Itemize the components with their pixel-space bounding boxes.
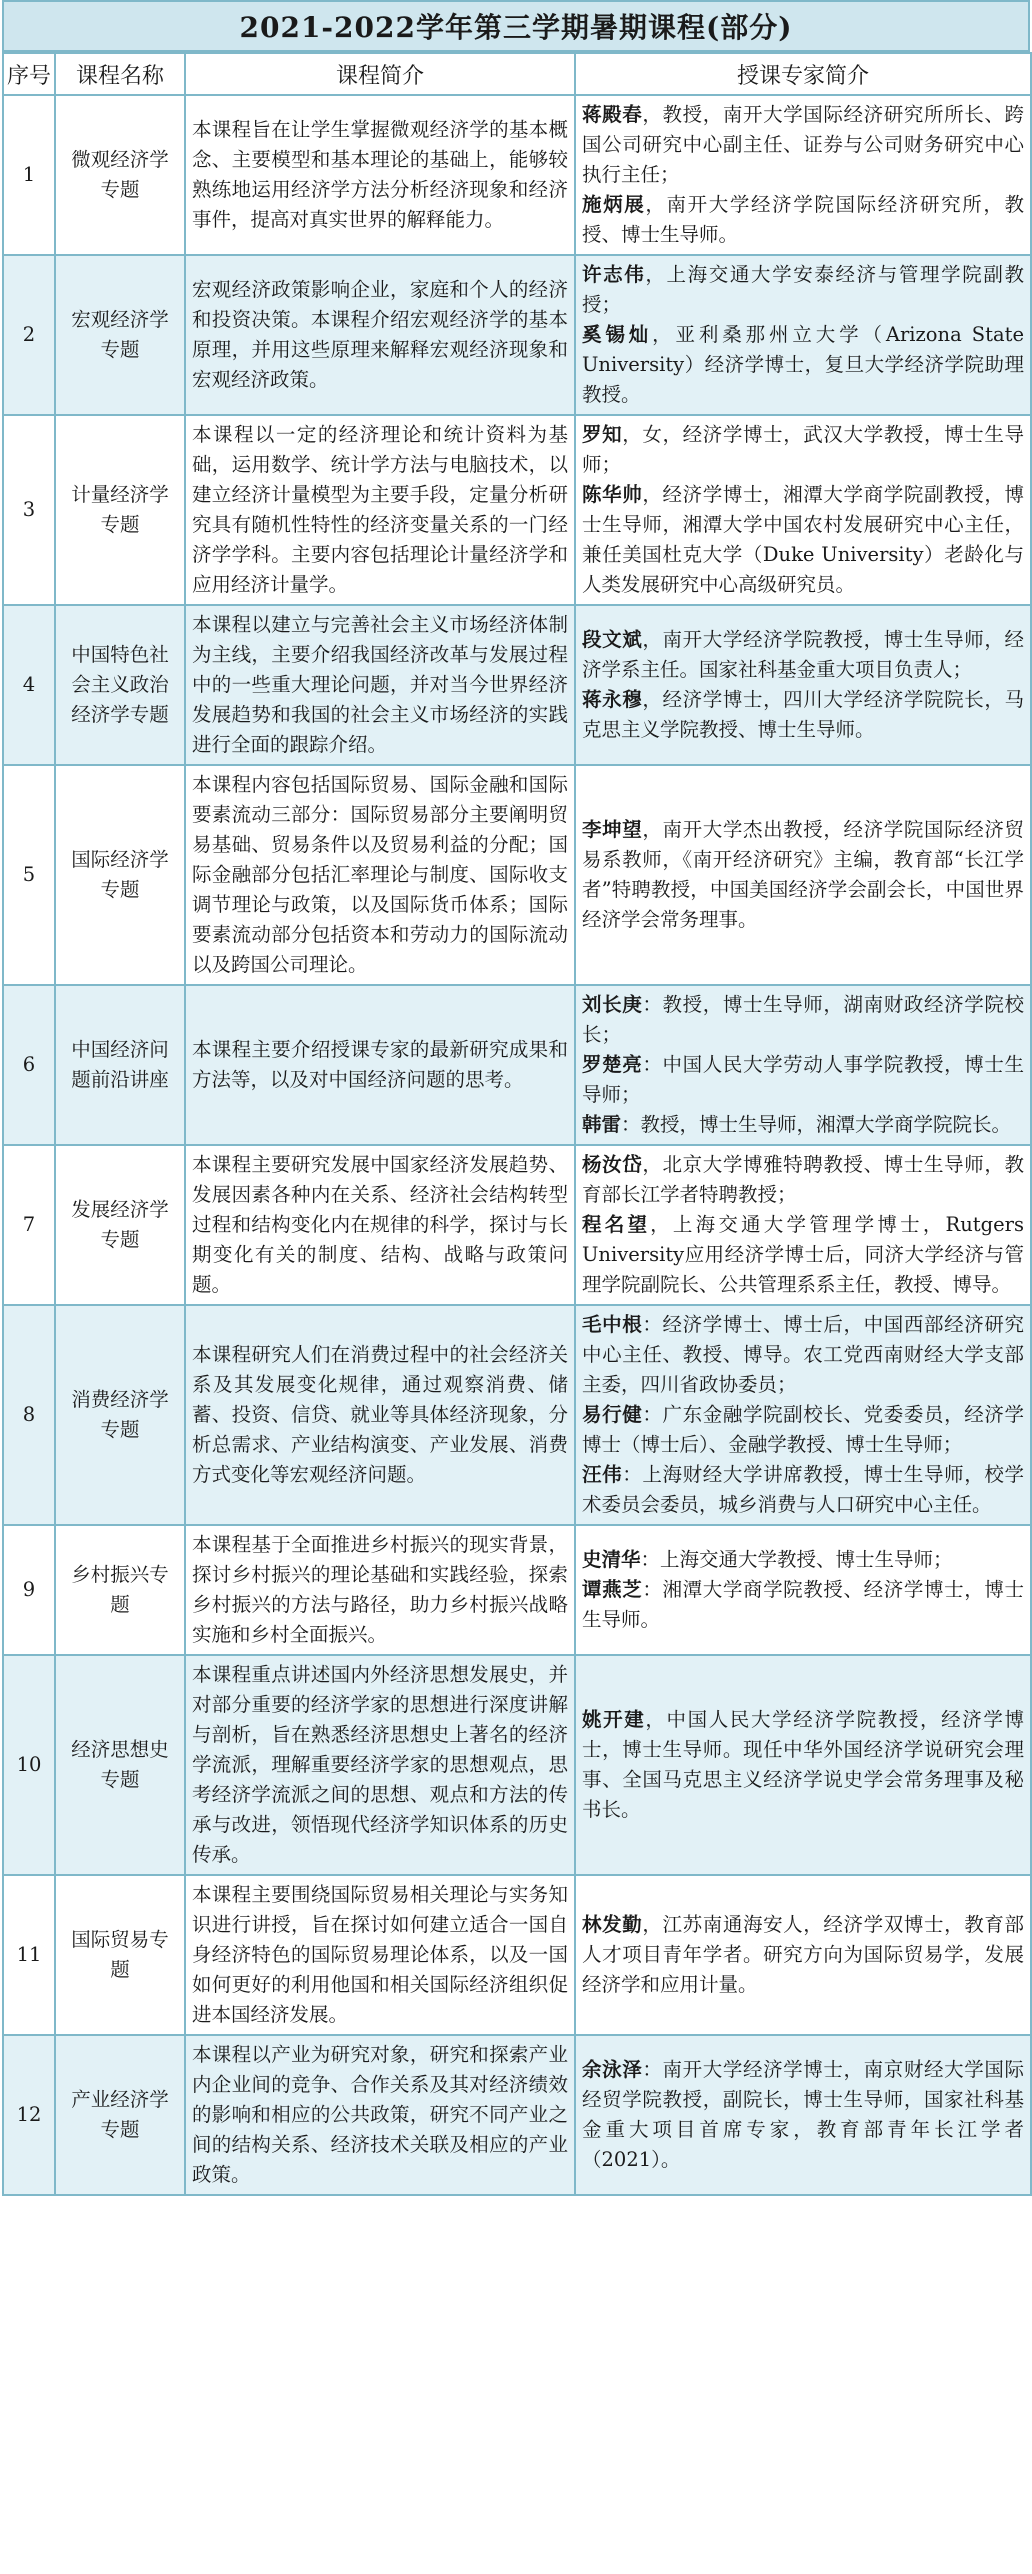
course-name: 乡村振兴专题: [55, 1525, 185, 1655]
expert-bio: ：经济学博士、博士后，中国西部经济研究中心主任、教授、博导。农工党西南财经大学支部主委，四川省政协委员；: [582, 1313, 1024, 1396]
course-name: 发展经济学专题: [55, 1145, 185, 1305]
expert-info: [575, 95, 1031, 255]
expert-name: 刘长庚: [582, 993, 643, 1016]
expert-bio: ，经济学博士，湘潭大学商学院副教授，博士生导师，湘潭大学中国农村发展研究中心主任，兼任美国杜克大学（Duke University）老龄化与人类发展研究中心高级研究员。: [582, 483, 1024, 596]
course-description: 本课程以一定的经济理论和统计资料为基础，运用数学、统计学方法与电脑技术，以建立经济计量模型为主要手段，定量分析研究具有随机性特性的经济变量关系的一门经济学学科。主要内容包括理论计量经济学和应用经济计量学。: [185, 415, 575, 605]
expert-bio: ，女，经济学博士，武汉大学教授，博士生导师；: [582, 423, 1024, 476]
expert-bio: ：湘潭大学商学院教授、经济学博士，博士生导师。: [582, 1578, 1024, 1631]
expert-name: 李坤望: [582, 818, 643, 841]
expert-bio: ，上海交通大学管理学博士，Rutgers University应用经济学博士后，同济大学经济与管理学院副院长、公共管理系系主任，教授、博导。: [582, 1213, 1024, 1296]
expert-name: 蒋永穆: [582, 688, 643, 711]
header-course-intro: 课程简介: [185, 53, 575, 95]
expert-info: [575, 765, 1031, 985]
course-name: 微观经济学专题: [55, 95, 185, 255]
header-course-name: 课程名称: [55, 53, 185, 95]
page-title: 2021-2022学年第三学期暑期课程(部分): [2, 0, 1030, 52]
expert-bio: ，经济学博士，四川大学经济学院院长，马克思主义学院教授、博士生导师。: [582, 688, 1024, 741]
expert-name: 蒋殿春: [582, 103, 643, 126]
table-header-row: [3, 53, 1031, 95]
expert-bio: ：南开大学经济学博士，南京财经大学国际经贸学院教授，副院长，博士生导师，国家社科基金重大项目首席专家，教育部青年长江学者（2021）。: [582, 2058, 1024, 2171]
expert-name: 程名望: [582, 1213, 651, 1236]
expert-info: [575, 985, 1031, 1145]
expert-name: 谭燕芝: [582, 1578, 643, 1601]
table-row: [3, 255, 1031, 415]
expert-bio: ，南开大学杰出教授，经济学院国际经济贸易系教师，《南开经济研究》主编，教育部“长江学者”特聘教授，中国美国经济学会副会长，中国世界经济学会常务理事。: [582, 818, 1024, 931]
expert-info: [575, 2035, 1031, 2195]
expert-name: 汪伟: [582, 1463, 623, 1486]
course-name: 中国经济问题前沿讲座: [55, 985, 185, 1145]
expert-bio: ，南开大学经济学院教授，博士生导师，经济学系主任。国家社科基金重大项目负责人；: [582, 628, 1024, 681]
expert-info: [575, 1305, 1031, 1525]
table-row: [3, 765, 1031, 985]
table-row: [3, 1305, 1031, 1525]
expert-bio: ：上海财经大学讲席教授，博士生导师，校学术委员会委员，城乡消费与人口研究中心主任。: [582, 1463, 1024, 1516]
expert-info: [575, 605, 1031, 765]
course-description: 本课程重点讲述国内外经济思想发展史，并对部分重要的经济学家的思想进行深度讲解与剖析，旨在熟悉经济思想史上著名的经济学流派，理解重要经济学家的思想观点，思考经济学流派之间的思想、观点和方法的传承与改进，领悟现代经济学知识体系的历史传承。: [185, 1655, 575, 1875]
course-number: 9: [3, 1525, 55, 1655]
course-number: 1: [3, 95, 55, 255]
course-name: 中国特色社会主义政治经济学专题: [55, 605, 185, 765]
expert-name: 姚开建: [582, 1708, 646, 1731]
expert-info: [575, 1145, 1031, 1305]
course-name: 消费经济学专题: [55, 1305, 185, 1525]
expert-info: [575, 415, 1031, 605]
course-number: 8: [3, 1305, 55, 1525]
table-row: [3, 605, 1031, 765]
course-number: 11: [3, 1875, 55, 2035]
expert-name: 易行健: [582, 1403, 643, 1426]
course-number: 3: [3, 415, 55, 605]
course-description: 本课程内容包括国际贸易、国际金融和国际要素流动三部分：国际贸易部分主要阐明贸易基础、贸易条件以及贸易利益的分配；国际金融部分包括汇率理论与制度、国际收支调节理论与政策，以及国际货币体系；国际要素流动部分包括资本和劳动力的国际流动以及跨国公司理论。: [185, 765, 575, 985]
expert-bio: ，南开大学经济学院国际经济研究所，教授、博士生导师。: [582, 193, 1024, 246]
expert-name: 罗楚亮: [582, 1053, 643, 1076]
course-number: 10: [3, 1655, 55, 1875]
expert-name: 韩雷: [582, 1113, 622, 1136]
table-row: [3, 1145, 1031, 1305]
course-number: 2: [3, 255, 55, 415]
course-table-body: [3, 95, 1031, 2195]
expert-bio: ：教授，博士生导师，湖南财政经济学院校长；: [582, 993, 1024, 1046]
expert-info: [575, 1655, 1031, 1875]
course-number: 12: [3, 2035, 55, 2195]
course-description: 本课程旨在让学生掌握微观经济学的基本概念、主要模型和基本理论的基础上，能够较熟练地运用经济学方法分析经济现象和经济事件，提高对真实世界的解释能力。: [185, 95, 575, 255]
table-row: [3, 1875, 1031, 2035]
expert-bio: ：教授，博士生导师，湘潭大学商学院院长。: [621, 1113, 1012, 1136]
table-row: [3, 1655, 1031, 1875]
expert-name: 施炳展: [582, 193, 646, 216]
expert-name: 陈华帅: [582, 483, 643, 506]
expert-bio: ：中国人民大学劳动人事学院教授，博士生导师；: [582, 1053, 1024, 1106]
course-description: 本课程主要介绍授课专家的最新研究成果和方法等，以及对中国经济问题的思考。: [185, 985, 575, 1145]
expert-bio: ，江苏南通海安人，经济学双博士，教育部人才项目青年学者。研究方向为国际贸易学，发展经济学和应用计量。: [582, 1913, 1024, 1996]
expert-bio: ：广东金融学院副校长、党委委员，经济学博士（博士后）、金融学教授、博士生导师；: [582, 1403, 1024, 1456]
table-row: [3, 415, 1031, 605]
course-number: 5: [3, 765, 55, 985]
course-number: 4: [3, 605, 55, 765]
course-name: 产业经济学专题: [55, 2035, 185, 2195]
course-name: 国际经济学专题: [55, 765, 185, 985]
expert-info: [575, 1875, 1031, 2035]
expert-name: 林发勤: [582, 1913, 643, 1936]
expert-bio: ，中国人民大学经济学院教授，经济学博士，博士生导师。现任中华外国经济学说研究会理事、全国马克思主义经济学说史学会常务理事及秘书长。: [582, 1708, 1024, 1821]
course-description: 宏观经济政策影响企业，家庭和个人的经济和投资决策。本课程介绍宏观经济学的基本原理，并用这些原理来解释宏观经济现象和宏观经济政策。: [185, 255, 575, 415]
expert-name: 毛中根: [582, 1313, 643, 1336]
course-description: 本课程主要研究发展中国家经济发展趋势、发展因素各种内在关系、经济社会结构转型过程和结构变化内在规律的科学，探讨与长期变化有关的制度、结构、战略与政策问题。: [185, 1145, 575, 1305]
course-name: 宏观经济学专题: [55, 255, 185, 415]
table-row: [3, 2035, 1031, 2195]
course-description: 本课程基于全面推进乡村振兴的现实背景，探讨乡村振兴的理论基础和实践经验，探索乡村振兴的方法与路径，助力乡村振兴战略实施和乡村全面振兴。: [185, 1525, 575, 1655]
expert-name: 史清华: [582, 1548, 641, 1571]
expert-info: [575, 1525, 1031, 1655]
course-name: 经济思想史专题: [55, 1655, 185, 1875]
header-number: 序号: [3, 53, 55, 95]
header-expert-intro: 授课专家简介: [575, 53, 1031, 95]
expert-name: 罗知: [582, 423, 623, 446]
expert-name: 奚锡灿: [582, 323, 653, 346]
expert-info: [575, 255, 1031, 415]
table-row: [3, 1525, 1031, 1655]
course-description: 本课程主要围绕国际贸易相关理论与实务知识进行讲授，旨在探讨如何建立适合一国自身经济特色的国际贸易理论体系，以及一国如何更好的利用他国和相关国际经济组织促进本国经济发展。: [185, 1875, 575, 2035]
table-row: [3, 95, 1031, 255]
expert-bio: ，亚利桑那州立大学（Arizona State University）经济学博士，复旦大学经济学院助理教授。: [582, 323, 1024, 406]
course-description: 本课程以建立与完善社会主义市场经济体制为主线，主要介绍我国经济改革与发展过程中的一些重大理论问题，并对当今世界经济发展趋势和我国的社会主义市场经济的实践进行全面的跟踪介绍。: [185, 605, 575, 765]
course-number: 6: [3, 985, 55, 1145]
expert-bio: ，上海交通大学安泰经济与管理学院副教授；: [582, 263, 1024, 316]
course-description: 本课程以产业为研究对象，研究和探索产业内企业间的竞争、合作关系及其对经济绩效的影响和相应的公共政策，研究不同产业之间的结构关系、经济技术关联及相应的产业政策。: [185, 2035, 575, 2195]
course-number: 7: [3, 1145, 55, 1305]
expert-bio: ：上海交通大学教授、博士生导师；: [640, 1548, 953, 1571]
expert-bio: ，教授，南开大学国际经济研究所所长、跨国公司研究中心副主任、证券与公司财务研究中心执行主任；: [582, 103, 1024, 186]
course-name: 国际贸易专题: [55, 1875, 185, 2035]
expert-bio: ，北京大学博雅特聘教授、博士生导师，教育部长江学者特聘教授；: [582, 1153, 1024, 1206]
expert-name: 余泳泽: [582, 2058, 643, 2081]
expert-name: 杨汝岱: [582, 1153, 643, 1176]
expert-name: 许志伟: [582, 263, 646, 286]
table-row: [3, 985, 1031, 1145]
course-table: [2, 52, 1032, 2196]
expert-name: 段文斌: [582, 628, 643, 651]
course-name: 计量经济学专题: [55, 415, 185, 605]
course-description: 本课程研究人们在消费过程中的社会经济关系及其发展变化规律，通过观察消费、储蓄、投资、信贷、就业等具体经济现象，分析总需求、产业结构演变、产业发展、消费方式变化等宏观经济问题。: [185, 1305, 575, 1525]
